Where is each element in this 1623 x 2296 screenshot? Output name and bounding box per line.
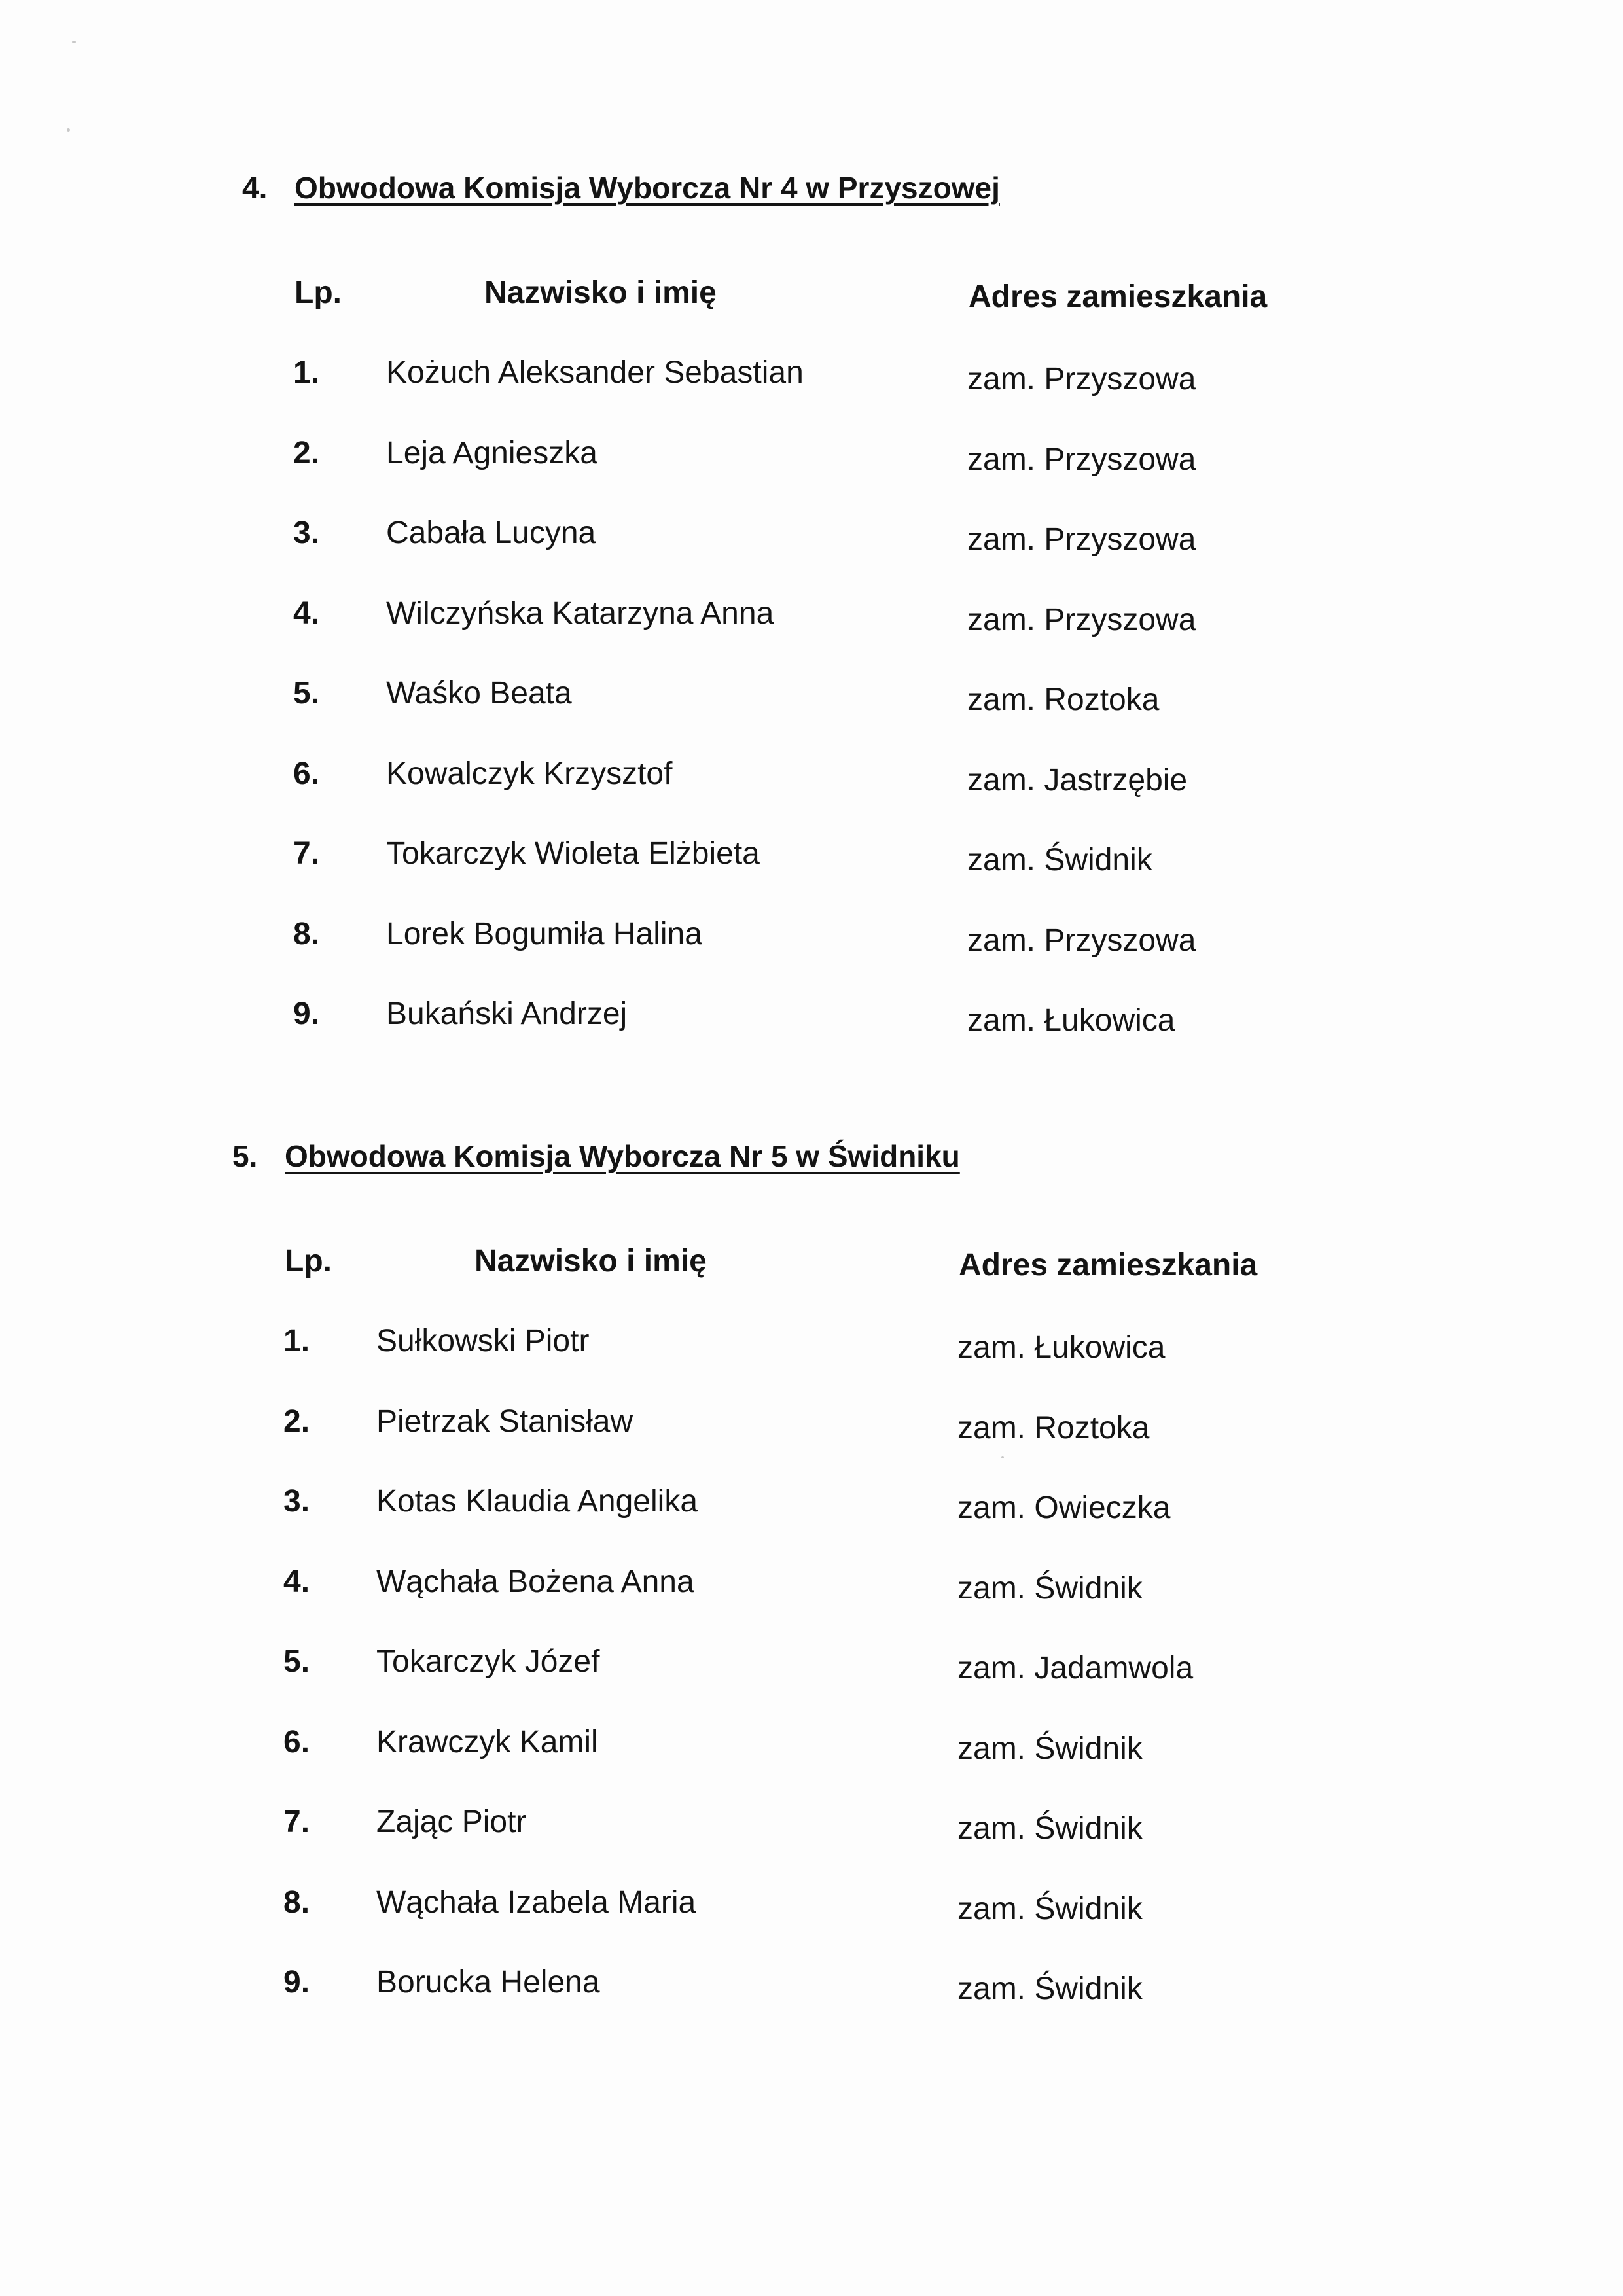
member-row — [242, 515, 1551, 595]
member-row — [242, 595, 1551, 676]
section-number: 5. — [232, 1139, 258, 1173]
column-header-name: Nazwisko i imię — [484, 275, 717, 310]
member-address: zam. Owieczka — [957, 1491, 1171, 1525]
column-header-address: Adres zamieszkania — [959, 1248, 1258, 1282]
column-header-lp: Lp. — [294, 275, 342, 310]
member-address: zam. Świdnik — [957, 1570, 1143, 1606]
member-name: Tokarczyk Wioleta Elżbieta — [386, 836, 760, 871]
member-name: Krawczyk Kamil — [376, 1724, 598, 1759]
member-name: Cabała Lucyna — [386, 516, 596, 550]
member-name: Wąchała Bożena Anna — [376, 1564, 694, 1599]
row-number: 9. — [293, 997, 320, 1031]
member-address: zam. Przyszowa — [967, 602, 1196, 637]
row-number: 9. — [283, 1965, 310, 2000]
column-header-address: Adres zamieszkania — [969, 279, 1268, 314]
member-address: zam. Przyszowa — [967, 442, 1196, 477]
row-number: 1. — [283, 1324, 310, 1358]
row-number: 3. — [293, 516, 320, 550]
member-row — [232, 1804, 1541, 1884]
row-number: 1. — [293, 355, 320, 390]
member-address: zam. Świdnik — [957, 1811, 1143, 1846]
member-row — [232, 1483, 1541, 1564]
member-name: Zając Piotr — [376, 1805, 527, 1839]
member-name: Wilczyńska Katarzyna Anna — [386, 595, 774, 631]
section-title: Obwodowa Komisja Wyborcza Nr 4 w Przyszowej — [294, 171, 1000, 205]
member-name: Wąchała Izabela Maria — [376, 1884, 696, 1920]
member-row — [232, 1404, 1541, 1484]
row-number: 4. — [283, 1564, 310, 1599]
member-name: Pietrzak Stanisław — [376, 1404, 633, 1439]
member-address: zam. Roztoka — [957, 1410, 1150, 1445]
section-number: 4. — [242, 171, 268, 205]
member-name: Leja Agnieszka — [386, 435, 597, 470]
row-number: 7. — [293, 836, 320, 871]
row-number: 4. — [293, 595, 320, 631]
member-address: zam. Roztoka — [967, 682, 1160, 717]
member-name: Tokarczyk Józef — [376, 1644, 600, 1679]
member-address: zam. Jastrzębie — [967, 762, 1188, 798]
member-address: zam. Łukowica — [967, 1003, 1175, 1038]
member-row — [242, 435, 1551, 516]
member-address: zam. Przyszowa — [967, 923, 1196, 958]
member-list — [242, 355, 1551, 1076]
row-number: 3. — [283, 1484, 310, 1519]
member-row — [242, 756, 1551, 836]
member-name: Lorek Bogumiła Halina — [386, 916, 702, 951]
member-address: zam. Przyszowa — [967, 362, 1196, 397]
row-number: 8. — [283, 1884, 310, 1920]
row-number: 7. — [283, 1805, 310, 1839]
member-name: Kożuch Aleksander Sebastian — [386, 355, 804, 390]
member-row — [242, 916, 1551, 997]
commission-section-4 — [242, 170, 1623, 1086]
row-number: 5. — [283, 1644, 310, 1679]
member-row — [242, 675, 1551, 756]
member-name: Kotas Klaudia Angelika — [376, 1484, 698, 1519]
row-number: 6. — [293, 756, 320, 791]
scan-speck — [67, 128, 70, 132]
member-row — [232, 1323, 1541, 1404]
member-row — [242, 996, 1551, 1076]
member-name: Waśko Beata — [386, 676, 572, 711]
member-row — [242, 836, 1551, 916]
member-row — [242, 355, 1551, 435]
row-number: 5. — [293, 676, 320, 711]
member-address: zam. Przyszowa — [967, 522, 1196, 557]
member-name: Bukański Andrzej — [386, 997, 628, 1031]
section-title: Obwodowa Komisja Wyborcza Nr 5 w Świdniku — [285, 1139, 960, 1173]
member-row — [232, 1884, 1541, 1965]
member-row — [232, 1724, 1541, 1805]
member-address: zam. Świdnik — [957, 1891, 1143, 1926]
commission-section-5 — [232, 1139, 1623, 2055]
member-address: zam. Łukowica — [957, 1330, 1166, 1365]
member-address: zam. Świdnik — [957, 1731, 1143, 1766]
row-number: 2. — [293, 435, 320, 470]
member-name: Borucka Helena — [376, 1965, 600, 2000]
row-number: 6. — [283, 1724, 310, 1759]
column-header-lp: Lp. — [285, 1244, 332, 1279]
scan-speck — [72, 41, 76, 43]
member-address: zam. Jadamwola — [957, 1651, 1194, 1686]
member-row — [232, 1964, 1541, 2045]
member-name: Sułkowski Piotr — [376, 1324, 590, 1358]
member-address: zam. Świdnik — [957, 1971, 1143, 2006]
member-row — [232, 1644, 1541, 1724]
row-number: 8. — [293, 916, 320, 951]
column-header-name: Nazwisko i imię — [474, 1244, 707, 1279]
member-address: zam. Świdnik — [967, 843, 1152, 877]
member-list — [232, 1323, 1541, 2045]
row-number: 2. — [283, 1404, 310, 1439]
member-row — [232, 1564, 1541, 1644]
member-name: Kowalczyk Krzysztof — [386, 756, 673, 791]
